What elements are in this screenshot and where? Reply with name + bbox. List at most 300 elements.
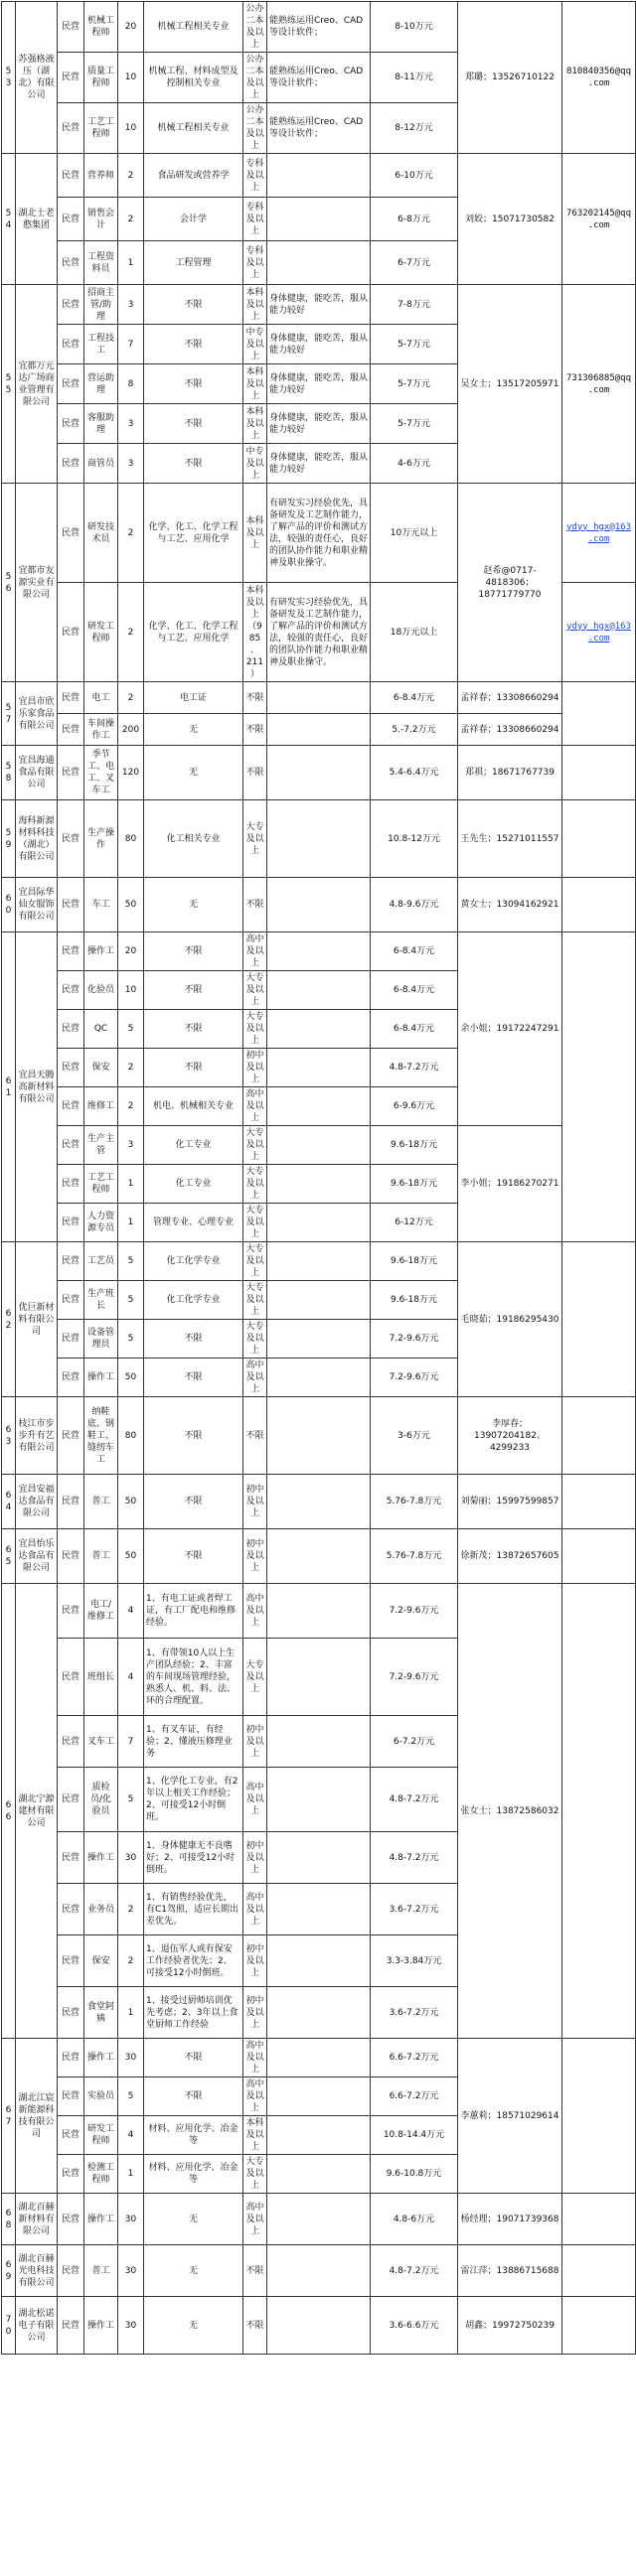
table-row [2,2245,636,2297]
cell-num: 50 [118,1475,144,1529]
cell-post: 客服助理 [84,404,118,444]
cell-req [267,2194,371,2245]
cell-type: 民营 [58,1126,84,1165]
table-row [2,154,636,198]
table-row [2,1529,636,1584]
cell-req [267,1768,371,1832]
cell-type: 民营 [58,1281,84,1320]
cell-no: 68 [2,2194,16,2245]
cell-edu: 不限 [243,714,267,746]
cell-edu: 高中及以上 [243,1584,267,1639]
cell-post: 质检员/化验员 [84,1768,118,1832]
cell-email [562,932,636,1242]
cell-type: 民营 [58,2155,84,2194]
cell-num: 50 [118,878,144,932]
cell-major: 化工专业 [144,1165,243,1204]
cell-edu: 大专及以上 [243,1126,267,1165]
cell-salary: 4.8-7.2万元 [371,1832,458,1884]
cell-type: 民营 [58,364,84,404]
cell-salary: 5-7万元 [371,404,458,444]
cell-email [562,2039,636,2194]
cell-type: 民营 [58,746,84,800]
cell-edu: 高中及以上 [243,2039,267,2077]
cell-major: 无 [144,2194,243,2245]
table-row [2,746,636,800]
cell-major: 1、身体健康无不良嗜好；2、可接受12小时倒班。 [144,1832,243,1884]
cell-company: 海科新源材料科技（湖北）有限公司 [16,800,58,878]
cell-edu: 本科及以上 [243,364,267,404]
cell-email [562,878,636,932]
cell-salary: 10万元以上 [371,484,458,583]
cell-num: 1 [118,241,144,285]
cell-contact: 孟祥春；13308660294 [458,682,562,714]
cell-company: 苏强格液压（湖北）有限公司 [16,2,58,154]
cell-email [562,1242,636,1397]
cell-major: 1、接受过厨师培训优先考虑；2、3年以上食堂厨师工作经验 [144,1987,243,2039]
cell-salary: 9.6-18万元 [371,1281,458,1320]
cell-major: 不限 [144,932,243,971]
cell-major: 不限 [144,1049,243,1087]
cell-post: 操作工 [84,2039,118,2077]
cell-num: 1 [118,1204,144,1242]
cell-major: 不限 [144,1397,243,1475]
cell-num: 5 [118,2077,144,2116]
cell-num: 10 [118,103,144,154]
cell-email [562,746,636,800]
cell-major: 不限 [144,971,243,1010]
cell-edu: 大专及以上 [243,1281,267,1320]
cell-company: 湖北百赫光电科技有限公司 [16,2245,58,2297]
cell-post: 营运助理 [84,364,118,404]
cell-salary: 6-7万元 [371,241,458,285]
cell-edu: 不限 [243,2245,267,2297]
cell-email [562,484,636,583]
cell-type: 民营 [58,1529,84,1584]
cell-type: 民营 [58,404,84,444]
cell-email [562,1529,636,1584]
cell-post: 销售会计 [84,198,118,241]
cell-edu: 初中及以上 [243,1716,267,1768]
cell-contact: 毛晓茹；19186295430 [458,1242,562,1397]
cell-contact: 赵希@0717-4818306；18771779770 [458,484,562,682]
cell-post: 检测工程师 [84,2155,118,2194]
cell-major: 不限 [144,364,243,404]
cell-post: 工程技工 [84,325,118,364]
cell-post: 操作工 [84,932,118,971]
cell-company: 宜都万元达广场商业管理有限公司 [16,285,58,484]
cell-req [267,878,371,932]
cell-num: 1 [118,1165,144,1204]
cell-edu: 中专及以上 [243,325,267,364]
cell-num: 80 [118,1397,144,1475]
cell-no: 65 [2,1529,16,1584]
cell-salary: 4.8-9.6万元 [371,878,458,932]
cell-req: 身体健康，能吃苦，服从能力较好 [267,325,371,364]
cell-major: 不限 [144,2039,243,2077]
cell-req [267,1987,371,2039]
cell-type: 民营 [58,1475,84,1529]
cell-no: 58 [2,746,16,800]
cell-num: 50 [118,1529,144,1584]
cell-num: 10 [118,53,144,103]
cell-salary: 6-8万元 [371,198,458,241]
cell-post: 商管员 [84,444,118,484]
cell-salary: 8-12万元 [371,103,458,154]
cell-post: 电工 [84,682,118,714]
cell-post: 叉车工 [84,1716,118,1768]
cell-edu: 大专及以上 [243,1639,267,1716]
cell-contact: 黄女士；13094162921 [458,878,562,932]
cell-salary: 4.8-6万元 [371,2194,458,2245]
cell-major: 不限 [144,325,243,364]
cell-major: 化工相关专业 [144,800,243,878]
cell-contact: 李蕙莉；18571029614 [458,2039,562,2194]
cell-req [267,198,371,241]
table-row [2,714,636,746]
cell-num: 5 [118,1281,144,1320]
cell-major: 不限 [144,1475,243,1529]
cell-salary: 7.2-9.6万元 [371,1584,458,1639]
cell-contact: 郑璐；13526710122 [458,2,562,154]
cell-edu: 专科及以上 [243,154,267,198]
cell-req: 身体健康，能吃苦，服从能力较好 [267,444,371,484]
cell-salary: 9.6-10.8万元 [371,2155,458,2194]
cell-company: 湖北松诺电子有限公司 [16,2297,58,2355]
cell-no: 63 [2,1397,16,1475]
cell-contact: 刘菊丽；15997599857 [458,1475,562,1529]
cell-req [267,1716,371,1768]
cell-edu: 大专及以上 [243,1320,267,1359]
cell-salary: 18万元以上 [371,583,458,682]
cell-type: 民营 [58,800,84,878]
cell-num: 2 [118,1935,144,1987]
cell-company: 湖北百赫新材料有限公司 [16,2194,58,2245]
cell-num: 2 [118,583,144,682]
cell-major: 1、退伍军人或有保安工作经验者优先；2、可接受12小时倒班。 [144,1935,243,1987]
cell-edu: 大专及以上 [243,1242,267,1281]
cell-email [562,2245,636,2297]
cell-post: 工艺员 [84,1242,118,1281]
cell-contact: 胡鑫；19972750239 [458,2297,562,2355]
cell-req: 身体健康，能吃苦，服从能力较好 [267,364,371,404]
cell-email [562,682,636,746]
cell-post: 车工 [84,878,118,932]
cell-edu: 初中及以上 [243,1475,267,1529]
cell-type: 民营 [58,53,84,103]
cell-num: 2 [118,1884,144,1935]
cell-salary: 7.2-9.6万元 [371,1639,458,1716]
cell-req [267,1320,371,1359]
cell-no: 60 [2,878,16,932]
cell-edu: 不限 [243,2297,267,2355]
cell-post: 营养师 [84,154,118,198]
cell-email [562,583,636,682]
cell-salary: 6-8.4万元 [371,971,458,1010]
cell-num: 5 [118,1242,144,1281]
cell-edu: 大专及以上 [243,1204,267,1242]
cell-edu: 大专及以上 [243,1165,267,1204]
cell-req [267,714,371,746]
cell-salary: 9.6-18万元 [371,1165,458,1204]
cell-salary: 5-7万元 [371,325,458,364]
cell-num: 1 [118,2155,144,2194]
cell-company: 枝江市步步升有艺有限公司 [16,1397,58,1475]
cell-type: 民营 [58,1049,84,1087]
cell-num: 30 [118,2194,144,2245]
cell-edu: 高中及以上 [243,2077,267,2116]
cell-post: QC [84,1010,118,1049]
cell-num: 3 [118,285,144,325]
cell-major: 食品研发或营养学 [144,154,243,198]
cell-edu: 公办二本及以上 [243,2,267,53]
table-row [2,1397,636,1475]
cell-salary: 6-8.4万元 [371,682,458,714]
cell-edu: 高中及以上 [243,1359,267,1397]
cell-type: 民营 [58,583,84,682]
cell-type: 民营 [58,2116,84,2155]
cell-major: 会计学 [144,198,243,241]
cell-num: 50 [118,1359,144,1397]
cell-major: 不限 [144,444,243,484]
cell-post: 季节工、电工、叉车工 [84,746,118,800]
table-row [2,2,636,53]
cell-contact: 王先生；15271011557 [458,800,562,878]
cell-type: 民营 [58,325,84,364]
cell-salary: 6-9.6万元 [371,1087,458,1126]
table-row [2,2039,636,2077]
cell-req [267,1010,371,1049]
cell-edu: 公办二本及以上 [243,103,267,154]
cell-major: 化工专业 [144,1126,243,1165]
cell-contact: 张女士；13872586032 [458,1584,562,2039]
cell-email [562,800,636,878]
cell-post: 研发工程师 [84,2116,118,2155]
cell-type: 民营 [58,932,84,971]
cell-post: 研发技术员 [84,484,118,583]
cell-type: 民营 [58,1010,84,1049]
cell-contact: 徐新茂；13872657605 [458,1529,562,1584]
cell-type: 民营 [58,1359,84,1397]
cell-type: 民营 [58,1716,84,1768]
cell-edu: 高中及以上 [243,1768,267,1832]
cell-post: 生产操作 [84,800,118,878]
cell-major: 无 [144,2245,243,2297]
cell-post: 车间操作工 [84,714,118,746]
cell-type: 民营 [58,1987,84,2039]
cell-edu: 高中及以上 [243,1087,267,1126]
cell-edu: 本科及以上 [243,285,267,325]
cell-edu: 高中及以上 [243,932,267,971]
cell-post: 保安 [84,1049,118,1087]
cell-post: 实验员 [84,2077,118,2116]
cell-type: 民营 [58,682,84,714]
cell-salary: 4.8-7.2万元 [371,1768,458,1832]
cell-major: 管理专业、心理专业 [144,1204,243,1242]
cell-post: 工程资料员 [84,241,118,285]
cell-salary: 10.8-14.4万元 [371,2116,458,2155]
cell-email: 810840356@qq.com [562,2,636,154]
cell-contact: 孟祥春；13308660294 [458,714,562,746]
cell-type: 民营 [58,1639,84,1716]
cell-salary: 6-10万元 [371,154,458,198]
cell-email [562,2297,636,2355]
cell-contact: 刘姣；15071730582 [458,154,562,285]
table-row [2,2194,636,2245]
cell-num: 2 [118,682,144,714]
cell-salary: 8-11万元 [371,53,458,103]
cell-num: 4 [118,1639,144,1716]
cell-num: 7 [118,325,144,364]
cell-major: 化工化学专业 [144,1281,243,1320]
cell-num: 2 [118,154,144,198]
cell-no: 54 [2,154,16,285]
cell-company: 湖北士老憨集团 [16,154,58,285]
cell-req [267,2297,371,2355]
cell-major: 机械工程相关专业 [144,103,243,154]
cell-salary: 7.2-9.6万元 [371,1359,458,1397]
cell-num: 2 [118,1049,144,1087]
cell-email [562,1584,636,2039]
cell-edu: 公办二本及以上 [243,53,267,103]
cell-req [267,1832,371,1884]
cell-post: 工艺工程师 [84,1165,118,1204]
cell-contact: 余小姐；19172247291 [458,932,562,1126]
cell-num: 8 [118,364,144,404]
cell-num: 5 [118,1010,144,1049]
cell-req [267,1359,371,1397]
cell-edu: 专科及以上 [243,198,267,241]
cell-edu: 大专及以上 [243,800,267,878]
cell-req [267,682,371,714]
cell-contact: 吴女士；13517205971 [458,285,562,484]
table-row [2,800,636,878]
cell-major: 工程管理 [144,241,243,285]
cell-major: 化学、化工、化学工程与工艺、应用化学 [144,583,243,682]
cell-salary: 6-8.4万元 [371,1010,458,1049]
cell-salary: 9.6-18万元 [371,1126,458,1165]
cell-num: 2 [118,1087,144,1126]
cell-company: 宜昌市欣乐家食品有限公司 [16,682,58,746]
cell-major: 1、有销售经验优先，有C1驾照，适应长期出差优先。 [144,1884,243,1935]
cell-company: 宜昌海通食品有限公司 [16,746,58,800]
cell-post: 生产班长 [84,1281,118,1320]
cell-post: 纳鞋底、钢鞋工、缝纫车工 [84,1397,118,1475]
cell-edu: 不限 [243,1397,267,1475]
cell-email: 731306885@qq.com [562,285,636,484]
cell-email [562,2194,636,2245]
cell-major: 不限 [144,2077,243,2116]
cell-company: 宜都市友源实业有限公司 [16,484,58,682]
table-row [2,1475,636,1529]
cell-req [267,1884,371,1935]
cell-contact: 李小姐；19186270271 [458,1126,562,1242]
cell-num: 3 [118,444,144,484]
email-link[interactable]: ydyy_hgx@163.com [565,521,632,544]
cell-major: 1、有电工证或者焊工证，有工厂配电和维修经验。 [144,1584,243,1639]
cell-num: 30 [118,2245,144,2297]
table-row [2,285,636,325]
cell-req [267,746,371,800]
cell-no: 56 [2,484,16,682]
cell-email: 763202145@qq.com [562,154,636,285]
cell-major: 机电、机械相关专业 [144,1087,243,1126]
cell-email [562,1475,636,1529]
cell-no: 70 [2,2297,16,2355]
cell-contact: 杨经理；19071739368 [458,2194,562,2245]
cell-edu: 不限 [243,746,267,800]
table-row [2,1584,636,1639]
cell-req: 身体健康，能吃苦，服从能力较好 [267,285,371,325]
cell-major: 不限 [144,1010,243,1049]
cell-salary: 6.6-7.2万元 [371,2077,458,2116]
cell-type: 民营 [58,1204,84,1242]
cell-company: 宜昌际华仙女服饰有限公司 [16,878,58,932]
cell-no: 69 [2,2245,16,2297]
cell-salary: 4.8-7.2万元 [371,1049,458,1087]
cell-edu: 高中及以上 [243,2194,267,2245]
cell-salary: 5.76-7.8万元 [371,1529,458,1584]
cell-major: 1、有叉车证，有经验；2、懂液压修理业务 [144,1716,243,1768]
cell-req [267,1204,371,1242]
cell-type: 民营 [58,1768,84,1832]
cell-num: 1 [118,1987,144,2039]
cell-company: 宜昌安福达食品有限公司 [16,1475,58,1529]
cell-no: 64 [2,1475,16,1529]
cell-salary: 5.76-7.8万元 [371,1475,458,1529]
cell-post: 操作工 [84,2297,118,2355]
cell-req: 能熟练运用Creo、CAD等设计软件； [267,2,371,53]
cell-num: 80 [118,800,144,878]
cell-major: 不限 [144,285,243,325]
table-row [2,2297,636,2355]
cell-edu: 大专及以上 [243,971,267,1010]
cell-req [267,2039,371,2077]
cell-salary: 7.2-9.6万元 [371,1320,458,1359]
cell-post: 普工 [84,2245,118,2297]
cell-no: 62 [2,1242,16,1397]
cell-no: 67 [2,2039,16,2194]
cell-contact: 李厚春；13907204182、4299233 [458,1397,562,1475]
cell-edu: 初中及以上 [243,1832,267,1884]
cell-type: 民营 [58,1884,84,1935]
cell-req: 有研发实习经验优先，具备研发及工艺制作能力，了解产品的评价和测试方法，较强的责任心，良好的团队协作能力和职业精神及职业操守。 [267,583,371,682]
cell-req [267,2077,371,2116]
cell-num: 10 [118,971,144,1010]
cell-type: 民营 [58,2245,84,2297]
cell-req [267,1049,371,1087]
cell-post: 生产主管 [84,1126,118,1165]
cell-post: 化验员 [84,971,118,1010]
cell-req [267,2245,371,2297]
table-row [2,932,636,971]
cell-salary: 3.6-7.2万元 [371,1884,458,1935]
cell-num: 30 [118,2297,144,2355]
cell-edu: 高中及以上 [243,1884,267,1935]
cell-type: 民营 [58,1087,84,1126]
table-row [2,878,636,932]
cell-post: 维修工 [84,1087,118,1126]
cell-major: 不限 [144,1529,243,1584]
email-link[interactable]: ydyy_hgx@163.com [565,621,632,644]
table-row [2,682,636,714]
cell-edu: 初中及以上 [243,1529,267,1584]
cell-num: 4 [118,2116,144,2155]
cell-edu: 中专及以上 [243,444,267,484]
cell-major: 无 [144,2297,243,2355]
cell-req: 身体健康，能吃苦，服从能力较好 [267,404,371,444]
cell-type: 民营 [58,1584,84,1639]
cell-req: 能熟练运用Creo、CAD等设计软件； [267,53,371,103]
